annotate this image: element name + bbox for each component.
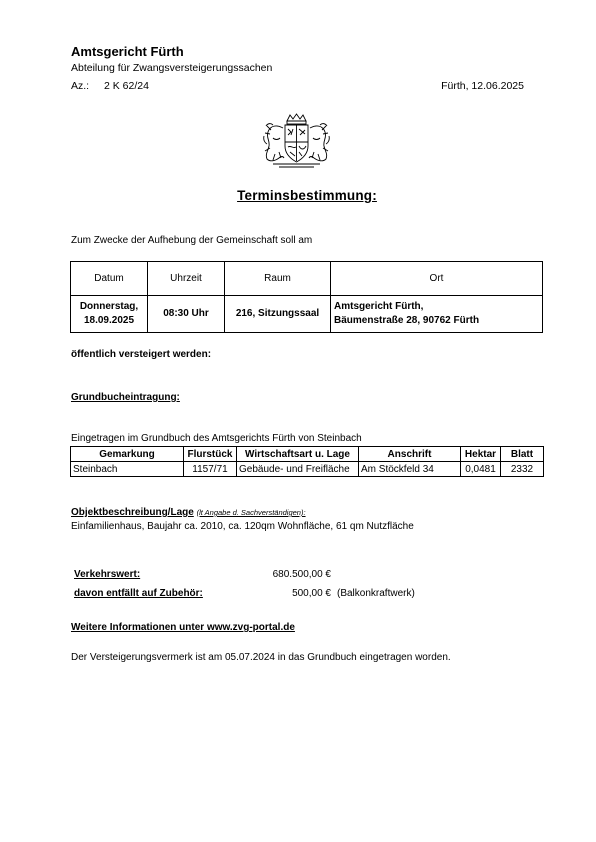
- department: Abteilung für Zwangsversteigerungssachen: [71, 62, 273, 74]
- appointment-value-row: [71, 296, 543, 333]
- appointment-day: 18.09.2025: [83, 315, 135, 326]
- cell-anschrift: Am Stöckfeld 34: [359, 462, 461, 477]
- object-heading-label: Objektbeschreibung/Lage: [71, 507, 194, 518]
- court-name: Amtsgericht Fürth: [71, 44, 184, 59]
- auction-statement: öffentlich versteigert werden:: [71, 349, 212, 360]
- portal-info: Weitere Informationen unter www.zvg-portal.de: [71, 622, 295, 633]
- market-value: 680.500,00 €: [272, 569, 331, 580]
- header-uhrzeit: Uhrzeit: [148, 262, 225, 296]
- market-value-label: Verkehrswert:: [74, 569, 141, 580]
- header-raum: Raum: [225, 262, 331, 296]
- land-register-header-row: [71, 447, 544, 462]
- intro-text: Zum Zwecke der Aufhebung der Gemeinschaft soll am: [71, 235, 313, 246]
- appointment-table: [70, 261, 543, 333]
- object-description-heading: [71, 507, 306, 518]
- header-gemarkung: Gemarkung: [71, 447, 184, 462]
- accessories-note: (Balkonkraftwerk): [337, 588, 415, 599]
- appointment-date: [71, 296, 148, 333]
- place-date: Fürth, 12.06.2025: [441, 80, 524, 92]
- location-address: Bäumenstraße 28, 90762 Fürth: [334, 315, 480, 326]
- cell-gemarkung: Steinbach: [71, 462, 184, 477]
- file-number-label: Az.:: [71, 80, 90, 92]
- appointment-location: [331, 296, 543, 333]
- location-court: Amtsgericht Fürth,: [334, 301, 424, 312]
- header-blatt: Blatt: [501, 447, 544, 462]
- accessories-label: davon entfällt auf Zubehör:: [74, 588, 203, 599]
- cell-flurstueck: 1157/71: [184, 462, 237, 477]
- object-heading-source: (lt Angabe d. Sachverständigen):: [196, 508, 306, 517]
- land-register-intro: Eingetragen im Grundbuch des Amtsgerichts Fürth von Steinbach: [71, 433, 362, 444]
- cell-wirtschaftsart: Gebäude- und Freifläche: [237, 462, 359, 477]
- coat-of-arms-icon: [261, 112, 332, 170]
- file-number: 2 K 62/24: [104, 80, 149, 92]
- appointment-header-row: [71, 262, 543, 296]
- object-description: Einfamilienhaus, Baujahr ca. 2010, ca. 120qm Wohnfläche, 61 qm Nutzfläche: [71, 521, 414, 532]
- header-hektar: Hektar: [461, 447, 501, 462]
- footer-note: Der Versteigerungsvermerk ist am 05.07.2024 in das Grundbuch eingetragen worden.: [71, 652, 451, 663]
- header-ort: Ort: [331, 262, 543, 296]
- table-row: [71, 462, 544, 477]
- appointment-weekday: Donnerstag,: [79, 301, 139, 312]
- accessories-value: 500,00 €: [292, 588, 331, 599]
- header-wirtschaftsart: Wirtschaftsart u. Lage: [237, 447, 359, 462]
- appointment-time: 08:30 Uhr: [148, 296, 225, 333]
- document-title: Terminsbestimmung:: [237, 188, 377, 203]
- header-datum: Datum: [71, 262, 148, 296]
- land-register-table: [70, 446, 544, 477]
- cell-blatt: 2332: [501, 462, 544, 477]
- cell-hektar: 0,0481: [461, 462, 501, 477]
- land-register-heading: Grundbucheintragung:: [71, 392, 180, 403]
- header-flurstueck: Flurstück: [184, 447, 237, 462]
- header-anschrift: Anschrift: [359, 447, 461, 462]
- appointment-room: 216, Sitzungssaal: [225, 296, 331, 333]
